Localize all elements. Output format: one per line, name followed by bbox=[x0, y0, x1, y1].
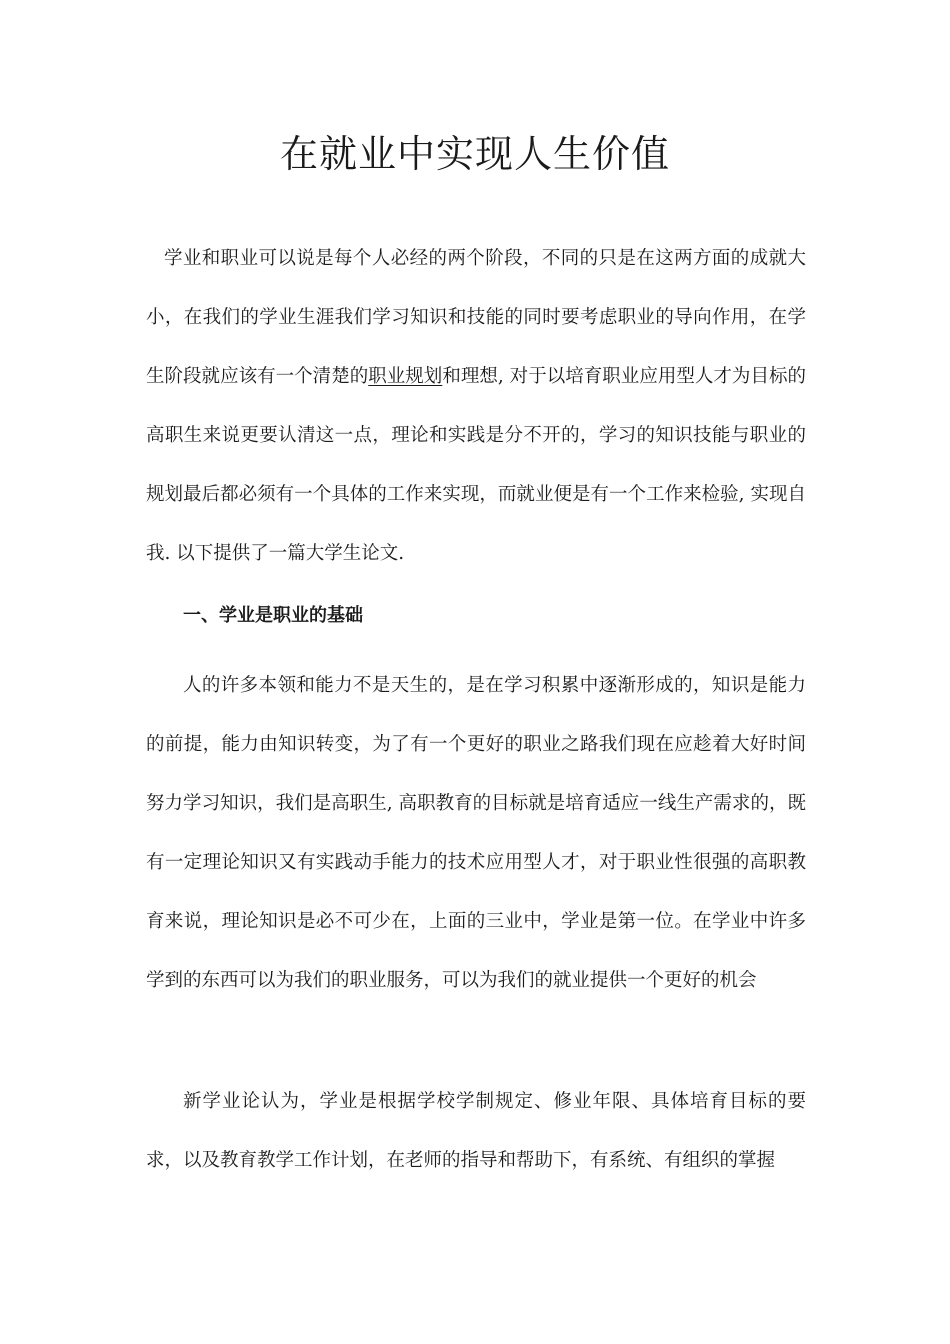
document-title: 在就业中实现人生价值 bbox=[279, 132, 670, 176]
career-planning-link[interactable]: 职业规划 bbox=[368, 366, 443, 387]
section-paragraph-2: 新学业论认为，学业是根据学校学制规定、修业年限、具体培育目标的要求，以及教育教学工作计划，在老师的指导和帮助下，有系统、有组织的掌握 bbox=[146, 1091, 806, 1171]
section-paragraph-1: 人的许多本领和能力不是天生的，是在学习积累中逐渐形成的，知识是能力的前提，能力由知识转变，为了有一个更好的职业之路我们现在应趁着大好时间努力学习知识，我们是高职生, 高职教育的目标就是培育适应一线生产需求的，既有一定理论知识又有实践动手能力的技术应用型人才，对于职业性很强的高职教育来说，理论知识是必不可少在，上面的三业中，学业是第一位。在学业中许多学到的东西可以为我们的职业服务，可以为我们的就业提供一个更好的机会 bbox=[146, 675, 806, 991]
intro-text-before-link: 学业和职业可以说是每个人必经的两个阶段，不同的只是在这两方面的成就大小，在我们的学业生涯我们学习知识和技能的同时要考虑职业的导向作用，在学生阶段就应该有一个清楚的 bbox=[146, 248, 806, 387]
intro-paragraph bbox=[146, 229, 806, 583]
section-heading: 一、学业是职业的基础 bbox=[183, 605, 363, 626]
intro-text-after-link: 和理想, 对于以培育职业应用型人才为目标的高职生来说更要认清这一点，理论和实践是分不开的，学习的知识技能与职业的规划最后都必须有一个具体的工作来实现，而就业便是有一个工作来检验, 实现自我. 以下提供了一篇大学生论文. bbox=[146, 366, 806, 564]
